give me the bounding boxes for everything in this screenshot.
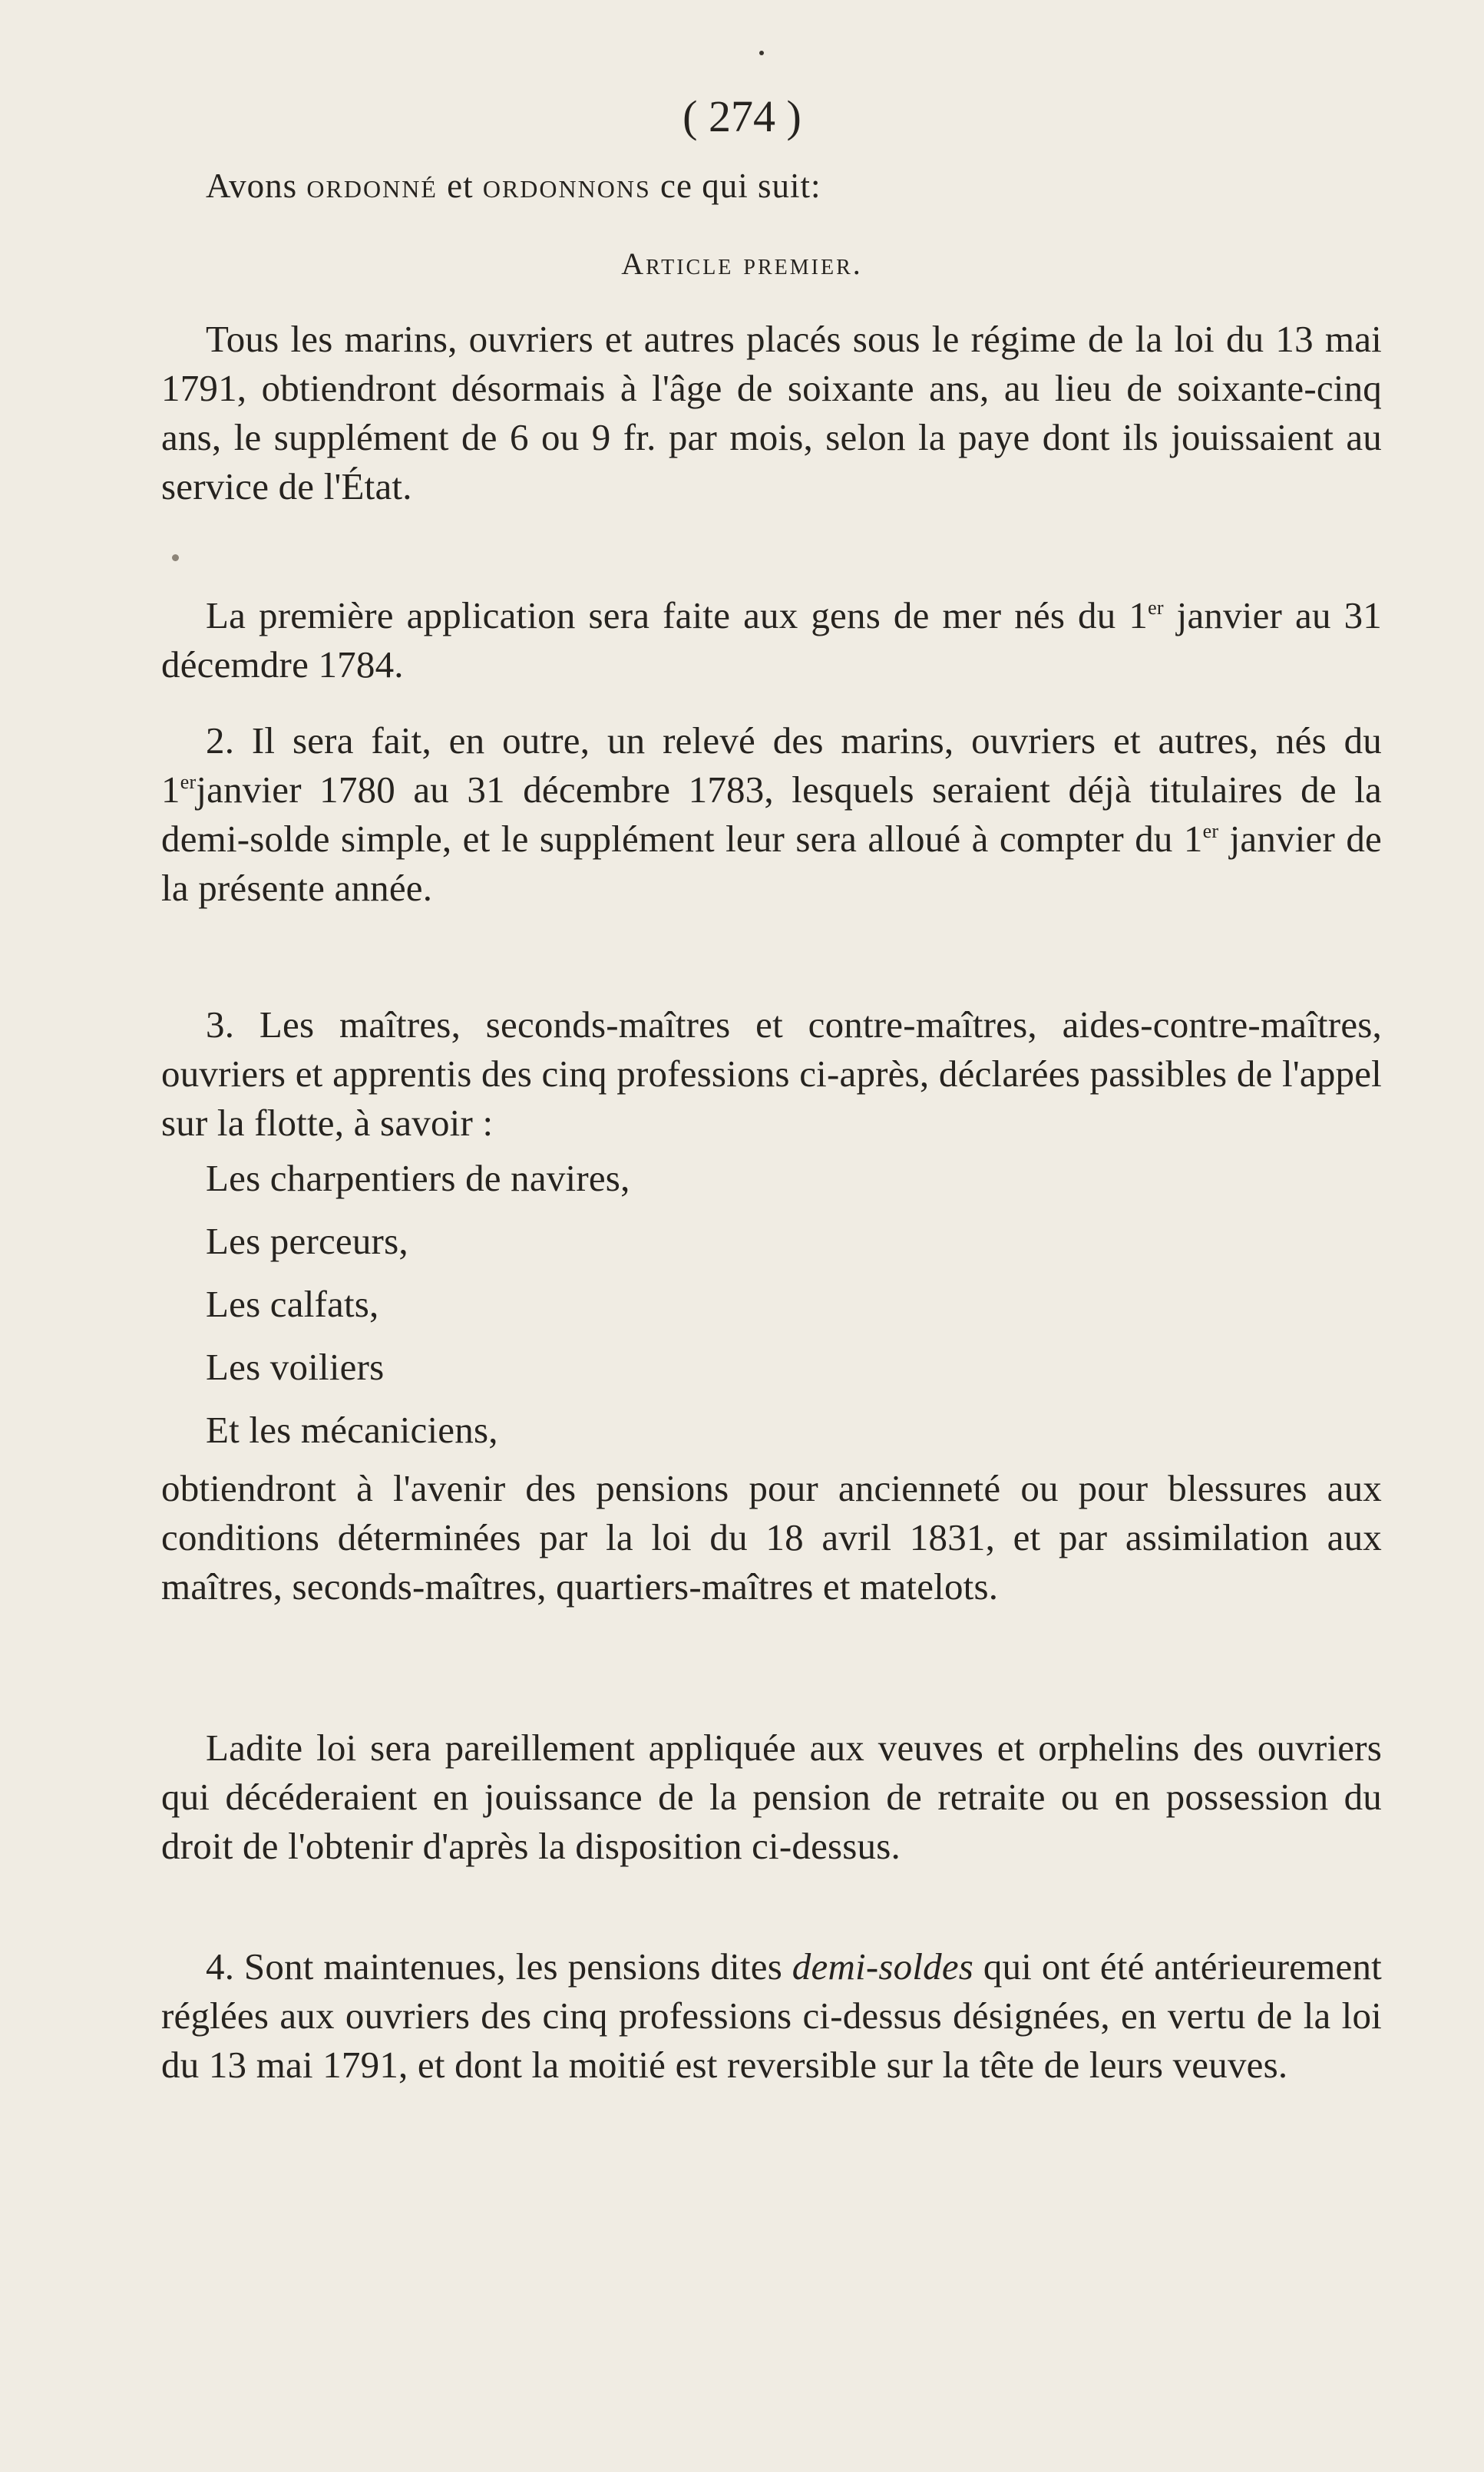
decree-word-avons: Avons [206, 167, 298, 205]
article-4-paragraph [161, 1942, 1382, 2090]
article-1-paragraph-2 [161, 591, 1382, 689]
decree-word-ordonnons: ordonnons [482, 167, 651, 205]
profession-item-4: Les voiliers [206, 1346, 385, 1388]
profession-item-3: Les calfats, [206, 1283, 379, 1325]
article-3-widows-paragraph: Ladite loi sera pareillement appliquée aux veuves et orphelins des ouvriers qui décéderaient en jouissance de la pension de retraite ou en possession du droit de l'obtenir d'après la disposition ci-dessus. [161, 1727, 1382, 1867]
article-1-p2-sup: er [1148, 597, 1164, 619]
article-4-text-end: qui ont été antérieurement réglées aux ouvriers des cinq professions ci-dessus désignées, en vertu de la loi du 13 mai 1791, et dont la moitié est reversible sur la tête de leurs veuves. [161, 1945, 1382, 2086]
article-1-p2-text: La première application sera faite aux gens de mer nés du 1 [206, 594, 1149, 636]
decree-word-suit: ce qui suit: [660, 167, 821, 205]
article-4-text-start: 4. Sont maintenues, les pensions dites [206, 1945, 792, 1988]
article-1-application [161, 591, 1382, 689]
page-number: ( 274 ) [683, 91, 801, 141]
article-3-intro: 3. Les maîtres, seconds-maîtres et contre-maîtres, aides-contre-maîtres, ouvriers et apprentis des cinq professions ci-après, déclarées passibles de l'appel sur la flotte, à savoir : [161, 1003, 1382, 1144]
article-1-paragraph-1: Tous les marins, ouvriers et autres placés sous le régime de la loi du 13 mai 1791, obtiendront désormais à l'âge de soixante ans, au lieu de soixante-cinq ans, le supplément de 6 ou 9 fr. par mois, selon la paye dont ils jouissaient au service de l'État. [161, 318, 1382, 507]
article-3-widows [161, 1723, 1382, 1871]
decree-word-et: et [447, 167, 474, 205]
decree-word-ordonne: ordonné [306, 167, 438, 205]
profession-item-1: Les charpentiers de navires, [206, 1157, 630, 1199]
article-1-p2-end: janvier au 31 décemdre 1784. [161, 594, 1382, 686]
article-title: Article premier. [621, 246, 863, 281]
article-4 [161, 1942, 1382, 2090]
article-4-italic-term: demi-soldes [792, 1945, 974, 1988]
ink-speck [759, 51, 764, 55]
article-3 [161, 1000, 1382, 1611]
article-2-paragraph [161, 716, 1382, 913]
decree-line [206, 166, 821, 206]
article-2 [161, 716, 1382, 913]
article-2-text-middle: janvier 1780 au 31 décembre 1783, lesquels seraient déjà titulaires de la demi-solde simple, et le supplément leur sera alloué à compter du 1 [161, 768, 1382, 860]
article-2-sup-1: er [180, 771, 197, 793]
profession-item-2: Les perceurs, [206, 1220, 408, 1262]
article-3-conclusion: obtiendront à l'avenir des pensions pour ancienneté ou pour blessures aux conditions déterminées par la loi du 18 avril 1831, et par assimilation aux maîtres, seconds-maîtres, quartiers-maîtres et matelots. [161, 1467, 1382, 1608]
ink-speck [172, 554, 179, 561]
profession-item-5: Et les mécaniciens, [206, 1409, 498, 1451]
article-2-text-start: 2. Il sera fait, en outre, un relevé des marins, ouvriers et autres, nés du 1 [161, 719, 1382, 811]
article-2-text-end: janvier de la présente année. [161, 818, 1382, 909]
article-2-sup-2: er [1202, 820, 1219, 842]
article-1 [161, 315, 1382, 511]
